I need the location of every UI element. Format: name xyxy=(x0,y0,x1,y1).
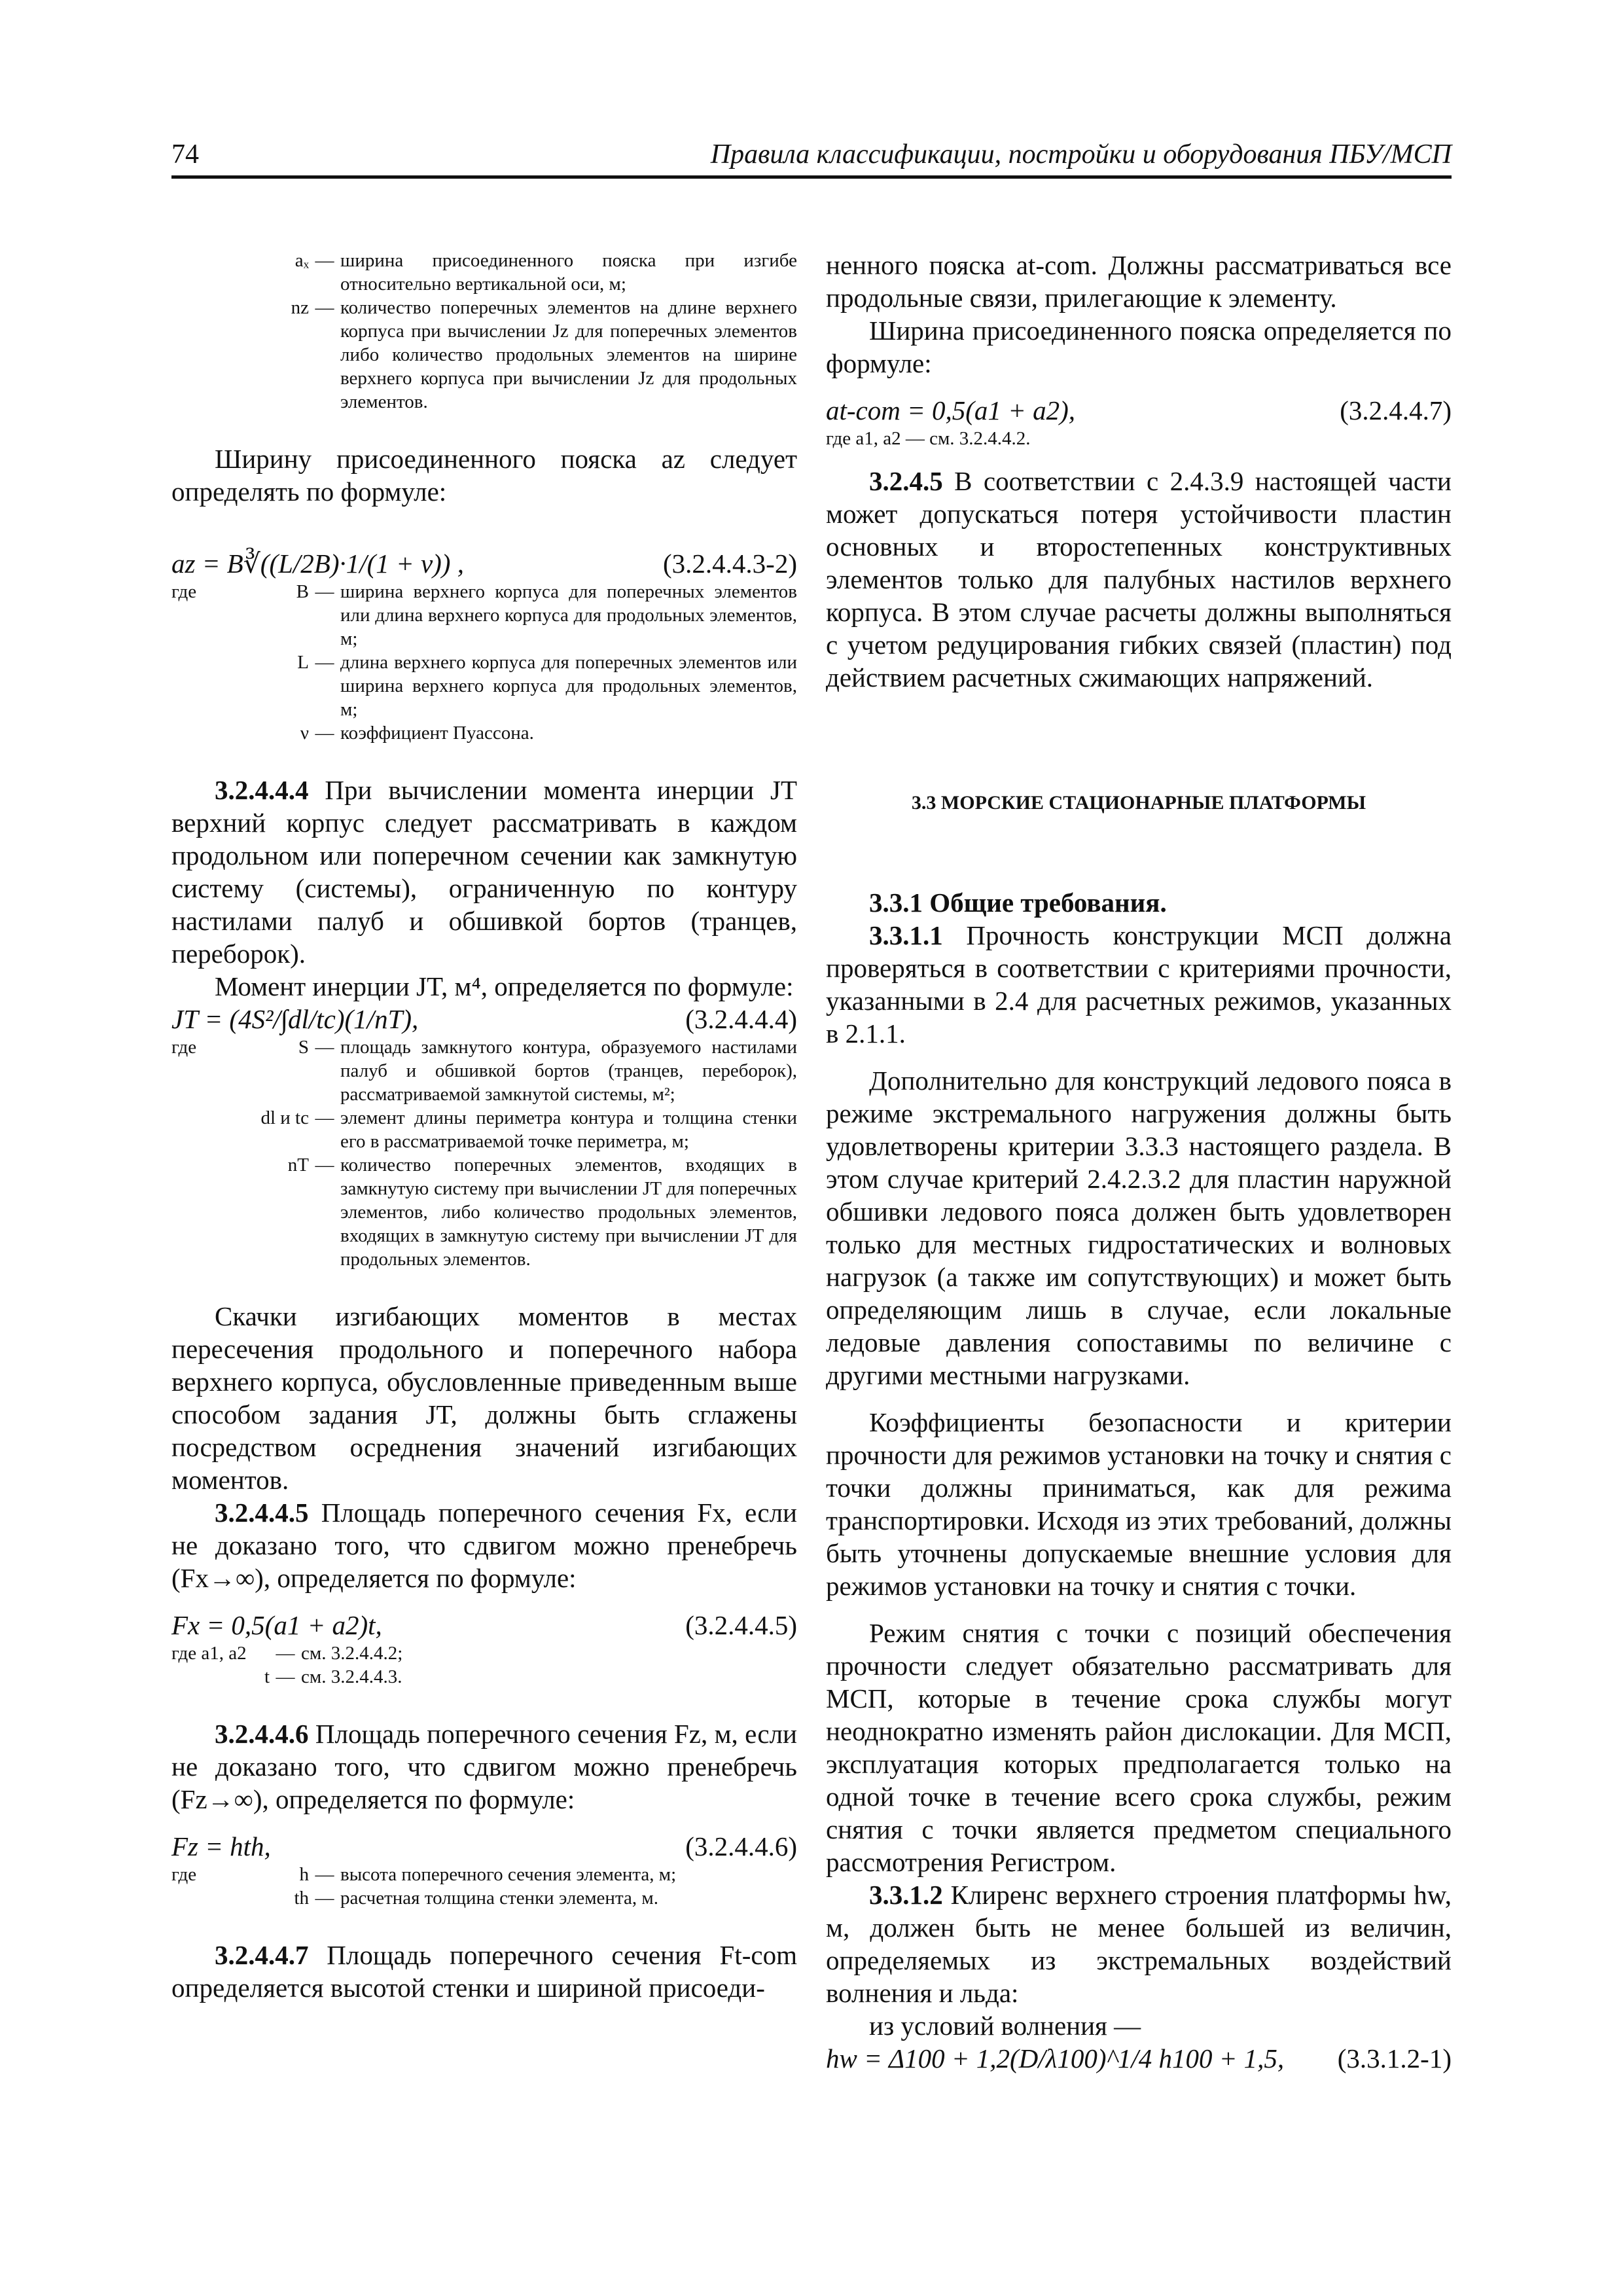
formula-number: (3.2.4.4.6) xyxy=(685,1831,797,1861)
definition-text: количество поперечных элементов, входящих в замкнутую систему при вычислении JT для поперечных элементов, либо количество продольных элементов, входящих в замкнутую систему при вычислении JT для продольных элементов. xyxy=(340,1155,797,1270)
clause-text: Клиренс верхнего строения платформы hw, м, должен быть не менее большей из величин, определяемых из экстремальных воздействий волнения и льда: xyxy=(826,1880,1452,2008)
formula xyxy=(171,1003,797,1035)
formula-expression: at-com = 0,5(a1 + a2), xyxy=(826,395,1075,425)
clause-text: Площадь поперечного сечения Fz, м, если не доказано того, что сдвигом можно пренебречь (Fz→∞), определяется по формуле: xyxy=(171,1719,797,1814)
definition-row: t — см. 3.2.4.4.3. xyxy=(171,1665,797,1689)
clause-text: Площадь поперечного сечения Ft-com определяется высотой стенки и шириной присоеди- xyxy=(171,1940,797,2003)
definition-row: L — длина верхнего корпуса для поперечных элементов или ширина верхнего корпуса для продольных элементов, м; xyxy=(171,651,797,721)
definition-row: nT — количество поперечных элементов, входящих в замкнутую систему при вычислении JT для поперечных элементов, либо количество продольных элементов, входящих в замкнутую систему при вычислении JT для продольных элементов. xyxy=(171,1153,797,1271)
definition-row: где B — ширина верхнего корпуса для поперечных элементов или длина верхнего корпуса для продольных элементов, м; xyxy=(171,581,797,649)
paragraph: из условий волнения — xyxy=(869,2011,1141,2041)
formula-expression: Fx = 0,5(a1 + a2)t, xyxy=(171,1610,382,1640)
clause-text: При вычислении момента инерции JT верхний корпус следует рассматривать в каждом продольном или поперечном сечении как замкнутую систему (системы), ограниченную по контуру настилами палуб и обшивкой бортов (транцев, переборок). xyxy=(171,775,797,969)
paragraph: Дополнительно для конструкций ледового пояса в режиме экстремального нагружения должны быть удовлетворены критерии 3.3.3 настоящего раздела. В этом случае критерий 2.4.2.3.2 для пластин наружной обшивки ледового пояса должен быть удовлетворен только для местных гидростатических и волновых нагрузок (а также им сопутствующих) и может быть определяющим лишь в случае, если локальные ледовые давления сопоставимы по величине с другими местными нагрузками. xyxy=(826,1066,1452,1390)
formula xyxy=(826,394,1452,427)
definition-row: где a1, a2 — см. 3.2.4.4.2; xyxy=(171,1641,797,1665)
definition-symbol: dl и tc xyxy=(260,1107,309,1128)
paragraph: Ширина присоединенного пояска определяется по формуле: xyxy=(826,315,1452,378)
header-rule xyxy=(171,175,1452,179)
clause-number: 3.3.1.2 xyxy=(869,1880,943,1910)
page-number: 74 xyxy=(171,139,199,170)
clause-number: 3.3.1.1 xyxy=(869,920,943,950)
paragraph: ненного пояска at-com. Должны рассматриваться все продольные связи, прилегающие к элементу. xyxy=(826,250,1452,313)
definition-text: см. 3.2.4.4.3. xyxy=(301,1666,402,1687)
clause-number: 3.2.4.4.5 xyxy=(215,1498,309,1528)
definition-text: см. 3.2.4.4.2; xyxy=(301,1643,403,1664)
definition-symbol: B xyxy=(296,581,309,602)
definitions-list xyxy=(171,1641,797,1689)
paragraph: Скачки изгибающих моментов в местах пересечения продольного и поперечного набора верхнего корпуса, обусловленные приведенным выше способом задания JT, должны быть сглажены посредством осреднения значений изгибающих моментов. xyxy=(171,1301,797,1495)
paragraph xyxy=(826,1878,1452,2009)
clause-number: 3.2.4.4.4 xyxy=(215,775,309,805)
definition-row: ν — коэффициент Пуассона. xyxy=(171,721,797,745)
definitions-list xyxy=(171,580,797,745)
left-column xyxy=(171,249,797,2004)
where-label: где xyxy=(171,1864,197,1885)
paragraph xyxy=(826,919,1452,1050)
definition-text: элемент длины периметра контура и толщина стенки его в рассматриваемой точке периметра, м; xyxy=(340,1107,797,1152)
formula xyxy=(171,1609,797,1641)
definition-text: количество поперечных элементов на длине верхнего корпуса при вычислении Jz для поперечных элементов либо количество продольных элементов на ширине верхнего корпуса при вычислении Jz для продольных элементов. xyxy=(340,297,797,412)
where-label: где xyxy=(171,581,197,602)
definition-symbol: h xyxy=(299,1864,309,1885)
formula-expression: az = B∛((L/2B)·1/(1 + ν)) , xyxy=(171,548,464,579)
formula-where: где a1, a2 — см. 3.2.4.4.2. xyxy=(826,428,1031,449)
formula-expression: JT = (4S²/∫dl/tc)(1/nT), xyxy=(171,1004,419,1034)
subsection-title: 3.3.1 Общие требования. xyxy=(869,888,1167,918)
definition-row: nz — количество поперечных элементов на длине верхнего корпуса при вычислении Jz для поперечных элементов либо количество продольных элементов на ширине верхнего корпуса при вычислении Jz для продольных элементов. xyxy=(171,296,797,414)
definition-symbol: где a1, a2 xyxy=(171,1643,247,1664)
clause-number: 3.2.4.4.7 xyxy=(215,1940,309,1970)
definition-symbol: nT xyxy=(287,1155,309,1175)
formula-number: (3.2.4.4.7) xyxy=(1340,395,1452,425)
paragraph xyxy=(171,1496,797,1594)
definition-text: ширина присоединенного пояска при изгибе относительно вертикальной оси, м; xyxy=(340,250,797,295)
right-column xyxy=(826,249,1452,2075)
clause-text: Площадь поперечного сечения Fx, если не доказано того, что сдвигом можно пренебречь (Fx→∞), определяется по формуле: xyxy=(171,1498,797,1593)
formula-expression: hw = Δ100 + 1,2(D/λ100)^1/4 h100 + 1,5, xyxy=(826,2043,1285,2073)
definition-row: dl и tc — элемент длины периметра контура и толщина стенки его в рассматриваемой точке периметра, м; xyxy=(171,1106,797,1153)
definition-symbol: ν xyxy=(300,723,309,744)
formula-number: (3.2.4.4.5) xyxy=(685,1610,797,1640)
clause-text: Прочность конструкции МСП должна проверяться в соответствии с критериями прочности, указанными в 2.4 для расчетных режимов, указанных в 2.1.1. xyxy=(826,920,1452,1049)
definition-text: площадь замкнутого контура, образуемого настилами палуб и обшивкой бортов (транцев, переборок), рассматриваемой замкнутой системы, м²; xyxy=(340,1037,797,1105)
definition-text: длина верхнего корпуса для поперечных элементов или ширина верхнего корпуса для продольных элементов, м; xyxy=(340,652,797,720)
paragraph xyxy=(171,774,797,970)
paragraph: Момент инерции JT, м⁴, определяется по формуле: xyxy=(215,971,794,1001)
definition-symbol: th xyxy=(294,1888,309,1909)
definition-text: высота поперечного сечения элемента, м; xyxy=(340,1864,677,1885)
running-title: Правила классификации, постройки и оборудования ПБУ/МСП xyxy=(710,139,1452,170)
definitions-list xyxy=(171,1035,797,1271)
where-label: где xyxy=(171,1037,197,1058)
definition-row: где S — площадь замкнутого контура, образуемого настилами палуб и обшивкой бортов (транцев, переборок), рассматриваемой замкнутой системы, м²; xyxy=(171,1037,797,1105)
paragraph: Коэффициенты безопасности и критерии прочности для режимов установки на точку и снятия с точки должны приниматься, как для режима транспортировки. Исходя из этих требований, должны быть уточнены допускаемые внешние условия для режимов установки на точку и снятия с точки. xyxy=(826,1407,1452,1601)
definitions-list xyxy=(171,249,797,414)
paragraph xyxy=(171,1717,797,1816)
paragraph: Режим снятия с точки с позиций обеспечения прочности следует обязательно рассматривать для МСП, которые в течение срока службы могут неоднократно изменять район дислокации. Для МСП, эксплуатация которых предполагается только на одной точке в течение всего срока службы, режим снятия с точки является предметом специального рассмотрения Регистром. xyxy=(826,1618,1452,1877)
definition-text: коэффициент Пуассона. xyxy=(340,723,534,744)
formula-number: (3.2.4.4.4) xyxy=(685,1004,797,1034)
definition-symbol: aₓ xyxy=(294,250,309,271)
clause-number: 3.2.4.4.6 xyxy=(215,1719,309,1749)
section-title: 3.3 МОРСКИЕ СТАЦИОНАРНЫЕ ПЛАТФОРМЫ xyxy=(911,792,1366,814)
definition-row: th — расчетная толщина стенки элемента, м. xyxy=(171,1886,797,1910)
formula-expression: Fz = hth, xyxy=(171,1831,271,1861)
paragraph xyxy=(826,465,1452,694)
formula xyxy=(171,547,797,580)
clause-number: 3.2.4.5 xyxy=(869,466,943,496)
definition-text: расчетная толщина стенки элемента, м. xyxy=(340,1888,658,1909)
definition-row: aₓ — ширина присоединенного пояска при изгибе относительно вертикальной оси, м; xyxy=(171,249,797,296)
clause-text: В соответствии с 2.4.3.9 настоящей части может допускаться потеря устойчивости пластин основных и второстепенных конструктивных элементов только для палубных настилов верхнего корпуса. В этом случае расчеты должны выполняться с учетом редуцирования гибких связей (пластин) под действием расчетных сжимающих напряжений. xyxy=(826,466,1452,692)
definition-row: где h — высота поперечного сечения элемента, м; xyxy=(171,1863,797,1886)
definition-text: ширина верхнего корпуса для поперечных элементов или длина верхнего корпуса для продольных элементов, м; xyxy=(340,581,797,649)
paragraph xyxy=(171,1939,797,2004)
paragraph: Ширину присоединенного пояска az следует определять по формуле: xyxy=(171,444,797,507)
formula-number: (3.2.4.4.3-2) xyxy=(663,548,797,579)
definition-symbol: S xyxy=(298,1037,309,1058)
definitions-list xyxy=(171,1863,797,1910)
formula xyxy=(826,2042,1452,2075)
definition-symbol: nz xyxy=(291,297,309,318)
formula-number: (3.3.1.2-1) xyxy=(1337,2043,1452,2073)
formula xyxy=(171,1830,797,1863)
definition-symbol: t xyxy=(264,1666,270,1687)
definition-symbol: L xyxy=(297,652,309,673)
